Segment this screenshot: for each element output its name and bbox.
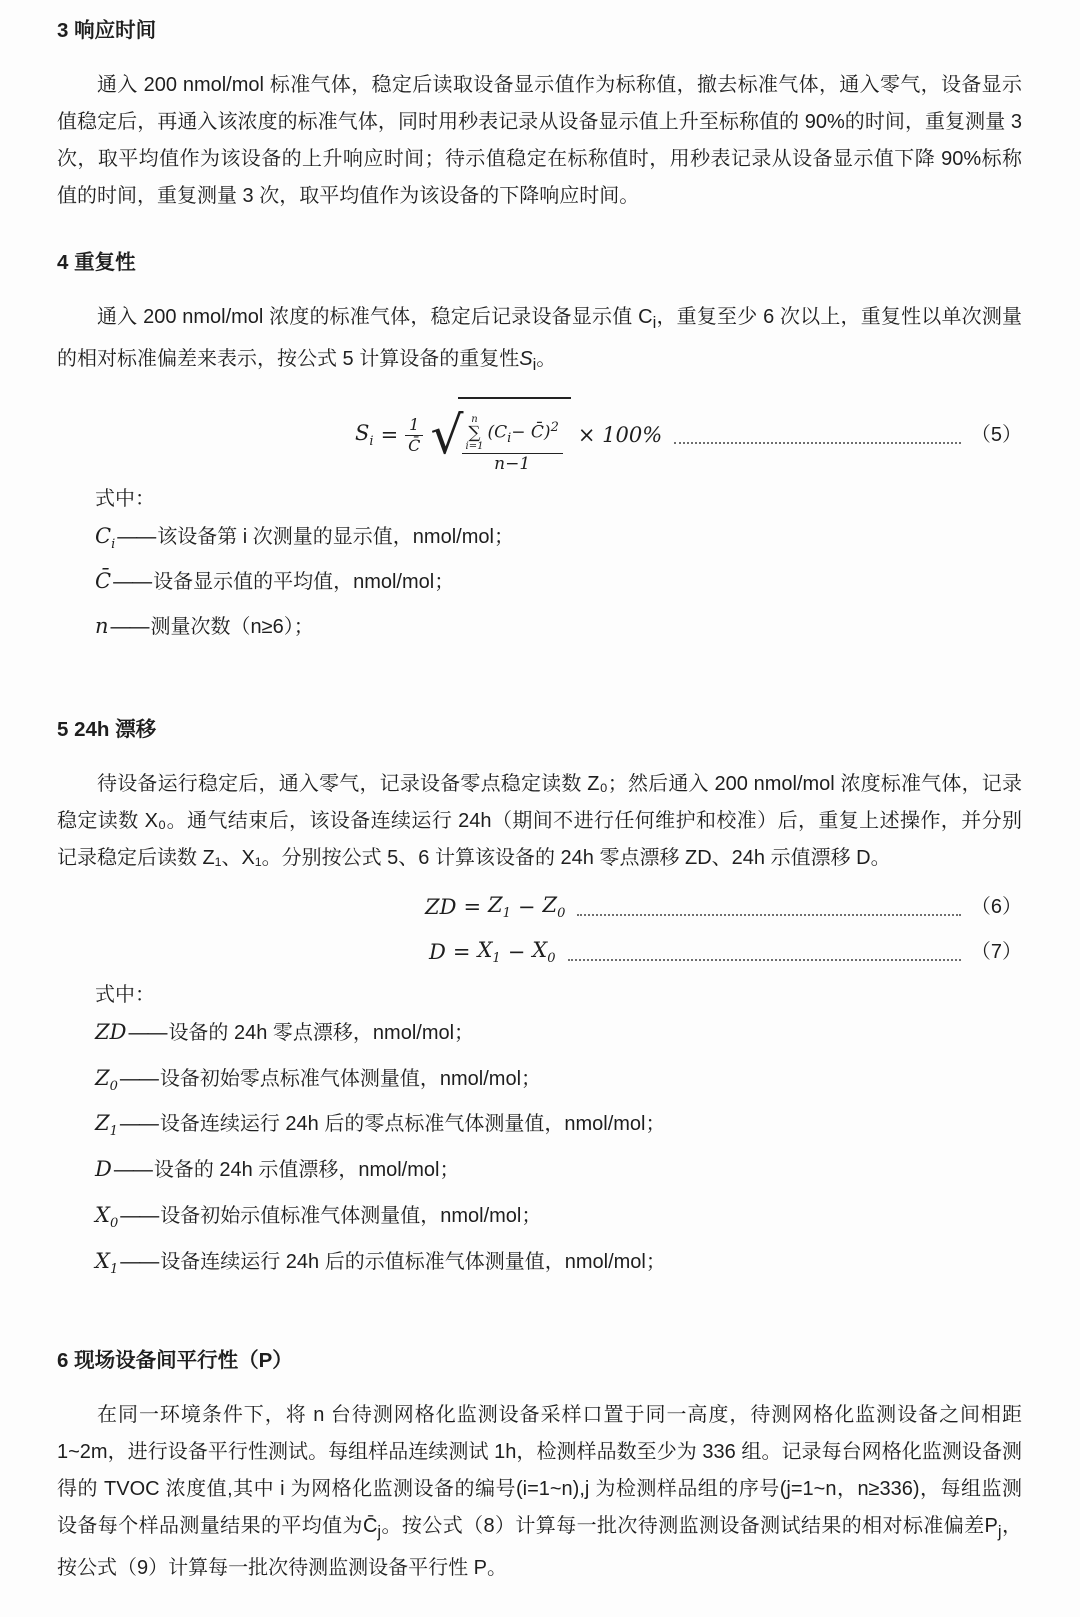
symbol: $C_i$ (95, 523, 116, 552)
formula-7-expression (429, 938, 556, 967)
paragraph-text: 。按公式（8）计算每一批次待测监测设备测试结果的相对标准偏差P (381, 1515, 998, 1538)
subscript-i: i (652, 313, 657, 332)
math-term: $Z_0$ (542, 893, 566, 922)
dash: —— (128, 1022, 167, 1045)
equals-sign: = (380, 423, 399, 448)
dash: —— (120, 1204, 159, 1227)
section-4-heading: 4 重复性 (57, 251, 136, 274)
paragraph-text: 在同一环境条件下，将 n 台待测网格化监测设备采样口置于同一高度，待测网格化监测设备之间相距 1~2m，进行设备平行性测试。每组样品连续测试 1h，检测样品数至少为 336 组。记录每台网格化监测设备测得的 TVOC 浓度值,其中 i 为网格化监测设备的编号(i=1~n),j 为检测样品组的序号(j=1~n，n≥336)，每组监测设备每个样品测量结果的平均值为C̄ (57, 1404, 1022, 1538)
definition-text: 设备连续运行 24h 后的示值标准气体测量值，nmol/mol； (160, 1250, 666, 1273)
formula-number-7: （7） (970, 941, 1022, 964)
where-label: 式中： (95, 984, 155, 1007)
radicand-fraction: n ∑ i=1 ($C_i-$ C̄)$^2$ n−1 (462, 415, 563, 475)
definition-item-zd (95, 1014, 1022, 1060)
definition-item-d (95, 1151, 1022, 1197)
paragraph-text: ，按公式（9）计算每一批次待测监测设备平行性 P。 (57, 1515, 1022, 1580)
dash: —— (113, 570, 152, 593)
definition-list-sec4 (57, 518, 1022, 654)
dash: —— (110, 615, 149, 638)
formula-7 (57, 934, 1022, 971)
radicand (458, 397, 571, 475)
equals-sign: = (452, 940, 471, 965)
section-4-paragraph (57, 299, 1022, 383)
definition-item-z0 (95, 1060, 1022, 1106)
subscript-i: i (532, 355, 537, 374)
dotted-leader (577, 913, 960, 916)
symbol: $X_1$ (95, 1248, 119, 1277)
subscript-j: j (377, 1522, 382, 1542)
dotted-leader (674, 441, 961, 444)
math-term: $X_1$ (477, 938, 501, 967)
summation: n ∑ i=1 (465, 414, 484, 452)
definition-item-ci (95, 518, 1022, 563)
formula-6-expression (425, 893, 565, 922)
section-6-heading: 6 现场设备间平行性（P） (57, 1349, 293, 1373)
section-5-heading: 5 24h 漂移 (57, 718, 157, 742)
dash: —— (113, 1159, 152, 1182)
paragraph-text: 通入 200 nmol/mol 浓度的标准气体，稳定后记录设备显示值 C (97, 306, 653, 328)
math-lhs: D (429, 940, 446, 965)
summand: ($C_i-$ C̄)$^2$ (487, 419, 559, 446)
definition-text: 该设备第 i 次测量的显示值，nmol/mol； (157, 525, 514, 548)
minus-sign: − (517, 895, 536, 920)
symbol: D (95, 1157, 112, 1182)
definition-item-n (95, 608, 1022, 653)
definition-item-z1 (95, 1105, 1022, 1151)
dash: —— (119, 1067, 158, 1090)
multiplier: × 100% (577, 423, 663, 448)
definition-text: 设备显示值的平均值，nmol/mol； (153, 570, 455, 593)
formula-5 (57, 397, 1022, 475)
math-variable-s: S (519, 348, 533, 370)
definition-item-x0 (95, 1197, 1022, 1243)
square-root (430, 397, 570, 475)
symbol: C̄ (95, 568, 112, 593)
symbol: $X_0$ (95, 1202, 119, 1232)
math-lhs: ZD (425, 895, 457, 920)
definition-text: 设备的 24h 示值漂移，nmol/mol； (153, 1159, 460, 1182)
equals-sign: = (463, 895, 482, 920)
section-3-paragraph: 通入 200 nmol/mol 标准气体，稳定后读取设备显示值作为标称值，撤去标准气体，通入零气，设备显示值稳定后，再通入该浓度的标准气体，同时用秒表记录从设备显示值上升至标称值的 90%的时间，重复测量 3 次，取平均值作为该设备的上升响应时间；待示值稳定在标称值时，用秒表记录从设备显示值下降 90%标称值的时间，重复测量 3 次，取平均值作为该设备的下降响应时间。 (57, 74, 1022, 207)
dash: —— (120, 1250, 159, 1273)
coefficient-fraction: $\frac{1}{C̄}$ (405, 416, 423, 456)
dash: —— (117, 525, 156, 548)
formula-5-expression (355, 397, 662, 475)
formula-number-5: （5） (970, 424, 1022, 447)
formula-number-6: （6） (970, 896, 1022, 919)
where-label: 式中： (95, 487, 155, 510)
math-term: $Z_1$ (488, 893, 511, 922)
symbol: $Z_1$ (95, 1111, 118, 1140)
symbol: ZD (95, 1020, 127, 1045)
definition-text: 设备初始示值标准气体测量值，nmol/mol； (160, 1204, 542, 1227)
subscript-j: j (997, 1522, 1002, 1542)
radical-sign: √ (430, 405, 464, 466)
section-5-paragraph: 待设备运行稳定后，通入零气，记录设备零点稳定读数 Z₀；然后通入 200 nmol/mol 浓度标准气体，记录稳定读数 X₀。通气结束后，该设备连续运行 24h（期间不进行任何维护和校准）后，重复上述操作，并分别记录稳定后读数 Z₁、X₁。分别按公式 5、6 计算该设备的 24h 零点漂移 ZD、24h 示值漂移 D。 (57, 773, 1022, 870)
definition-text: 设备连续运行 24h 后的零点标准气体测量值，nmol/mol； (159, 1113, 666, 1136)
math-term: $X_0$ (532, 938, 556, 967)
formula-6 (57, 889, 1022, 926)
minus-sign: − (507, 940, 526, 965)
dotted-leader (568, 958, 961, 961)
dash: —— (119, 1113, 158, 1136)
section-3-heading: 3 响应时间 (57, 19, 157, 42)
paragraph-text: 。 (536, 348, 557, 370)
definition-text: 测量次数（n≥6）； (150, 615, 314, 638)
definition-item-cbar (95, 563, 1022, 608)
symbol: n (95, 613, 109, 638)
symbol: $Z_0$ (95, 1065, 118, 1094)
paragraph-text: ，重复至少 6 次以上，重复性以单次测量的相对标准偏差来表示，按公式 5 计算设备的重复性 (57, 306, 1022, 370)
definition-list-sec5 (57, 1014, 1022, 1288)
math-lhs: $S_i$ (355, 421, 374, 450)
definition-text: 设备初始零点标准气体测量值，nmol/mol； (159, 1067, 542, 1090)
definition-text: 设备的 24h 零点漂移，nmol/mol； (168, 1022, 475, 1045)
definition-item-x1 (95, 1243, 1022, 1289)
section-6-paragraph (57, 1397, 1022, 1587)
